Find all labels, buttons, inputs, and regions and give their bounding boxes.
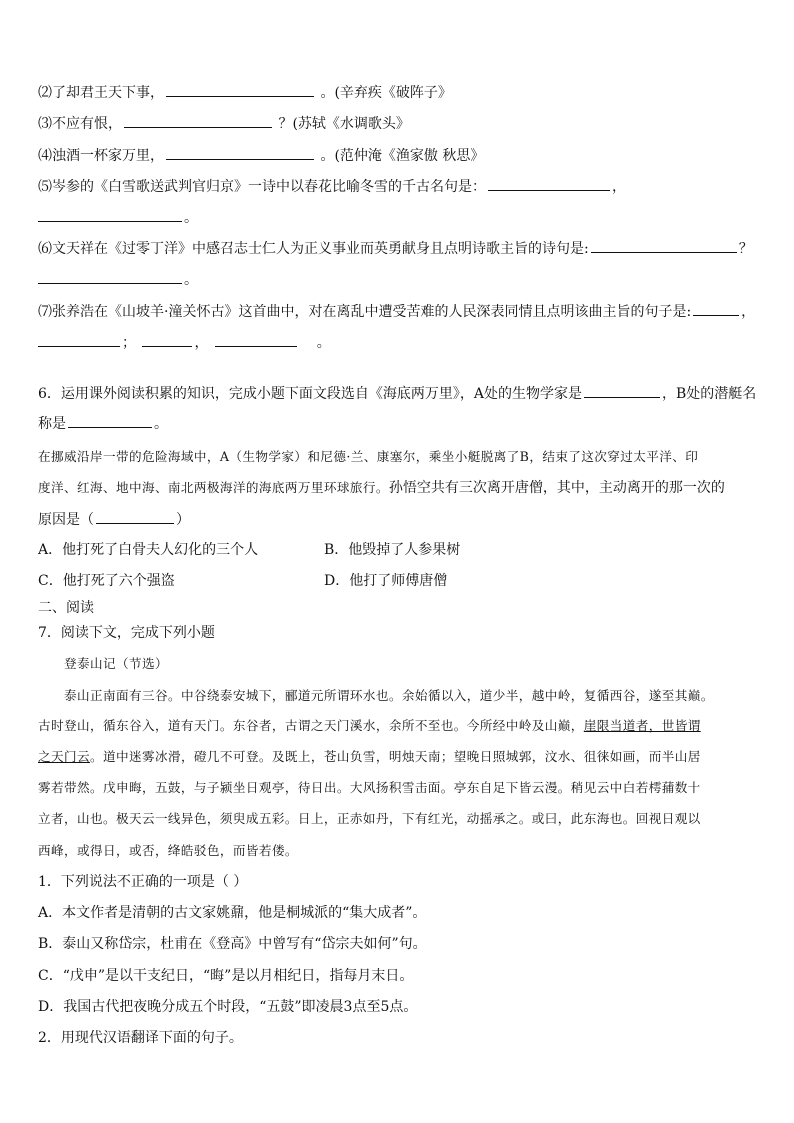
period: 。 (154, 416, 168, 432)
passage-line: 西峰，或得日，或否，绛皓驳色，而皆若偻。 (38, 843, 298, 858)
answer-blank[interactable] (38, 269, 182, 284)
fill-item-2-source: 。(辛弃疾《破阵子》 (320, 85, 452, 101)
question-line (38, 509, 190, 530)
mcq-1-option-c[interactable]: C．“戊申”是以干支纪日，“晦”是以月相纪日，指每月末日。 (38, 968, 414, 984)
question-text: ） (176, 512, 190, 528)
answer-blank[interactable] (142, 332, 192, 347)
passage-title: 登泰山记（节选） (64, 656, 168, 671)
passage-line (38, 478, 725, 498)
question-6-stem-end: 称是 (38, 416, 66, 432)
question-6-stem-cont: ，B处的潜艇名 (662, 386, 757, 402)
fill-item-4-text: ⑷浊酒一杯家万里， (38, 148, 164, 164)
passage-line: 立者，山也。极天云一线异色，须臾成五彩。日上，正赤如丹，下有红光，动摇承之。或曰，此东海也。回视日观以 (38, 811, 701, 826)
answer-blank[interactable] (166, 82, 314, 97)
fill-item-2 (38, 82, 452, 103)
answer-blank[interactable] (124, 113, 272, 128)
mcq-1-option-d[interactable]: D．我国古代把夜晚分成五个时段，“五鼓”即凌晨3点至5点。 (38, 999, 418, 1015)
option-c[interactable]: C．他打死了六个强盗 (38, 573, 175, 589)
option-d[interactable]: D．他打了师傅唐僧 (324, 573, 448, 589)
fill-item-5-end: 。 (184, 210, 198, 226)
question-text: 原因是（ (38, 512, 94, 528)
question-2-stem: 2．用现代汉语翻译下面的句子。 (38, 1030, 243, 1046)
option-a[interactable]: A．他打死了白骨夫人幻化的三个人 (38, 542, 259, 558)
answer-blank-biologist[interactable] (584, 383, 660, 398)
fill-item-5-cont (38, 207, 198, 228)
question-6-stem: 6．运用课外阅读积累的知识，完成小题下面文段选自《海底两万里》，A处的生物学家是 (38, 386, 583, 402)
fill-item-6-end: 。 (184, 272, 198, 288)
passage-line (38, 716, 701, 736)
answer-blank[interactable] (166, 145, 314, 160)
passage-line: 泰山正南面有三谷。中谷绕泰安城下，郦道元所谓环水也。余始循以入，道少半，越中岭，复循西谷，遂至其巅。 (64, 688, 714, 703)
fill-item-2-text: ⑵了却君王天下事， (38, 85, 164, 101)
fill-item-3-text: ⑶不应有恨， (38, 116, 122, 132)
fill-item-7 (38, 301, 755, 322)
question-7-heading: 7．阅读下文，完成下列小题 (38, 625, 215, 641)
fill-item-7-comma: ， (741, 304, 756, 320)
answer-blank[interactable] (591, 238, 737, 253)
fill-item-4 (38, 145, 484, 166)
answer-blank-submarine[interactable] (68, 413, 152, 428)
answer-blank[interactable] (38, 332, 120, 347)
answer-blank[interactable] (693, 301, 739, 316)
question-6-line2 (38, 413, 168, 434)
mcq-1-option-b[interactable]: B．泰山又称岱宗，杜甫在《登高》中曾写有“岱宗夫如何”句。 (38, 936, 427, 952)
fill-item-7-cont (38, 332, 331, 353)
fill-item-3 (38, 113, 410, 134)
option-b[interactable]: B．他毁掉了人参果树 (324, 542, 461, 558)
mcq-1-option-a[interactable]: A．本文作者是清朝的古文家姚鼐，他是桐城派的“集大成者”。 (38, 905, 427, 921)
underlined-sentence: 崖限当道者，世皆谓 (583, 718, 701, 733)
passage-text: 度洋、红海、地中海、南北两极海洋的海底两万里环球旅行。 (38, 480, 389, 495)
fill-item-6-cont (38, 269, 198, 290)
answer-blank[interactable] (96, 509, 174, 524)
section-heading: 二、阅读 (38, 600, 94, 616)
fill-item-4-source: 。(范仲淹《渔家傲 秋思》 (320, 148, 485, 164)
passage-text: 在挪威沿岸一带的危险海域中，A（生物学家）和尼德·兰、康塞尔，乘坐小艇脱离了B，结束了这次穿过太平洋、印 (38, 449, 699, 464)
answer-blank[interactable] (215, 332, 297, 347)
fill-item-6-text: ⑹文天祥在《过零丁洋》中感召志士仁人为正义事业而英勇献身且点明诗歌主旨的诗句是: (38, 241, 589, 257)
mcq-1-stem: 1．下列说法不正确的一项是（ ） (38, 874, 248, 890)
separator: ， (194, 335, 209, 351)
passage-text: 古时登山，循东谷入，道有天门。东谷者，古谓之天门溪水，余所不至也。今所经中岭及山巅， (38, 718, 584, 733)
fill-item-5 (38, 176, 626, 197)
separator: ； (122, 335, 136, 351)
question-6-line1 (38, 383, 756, 404)
fill-item-6 (38, 238, 753, 259)
answer-blank[interactable] (38, 207, 182, 222)
answer-blank[interactable] (488, 176, 610, 191)
fill-item-7-end: 。 (316, 335, 331, 351)
passage-line (38, 447, 698, 467)
fill-item-5-comma: ， (612, 179, 626, 195)
passage-line: 雾若带然。戊申晦，五鼓，与子颍坐日观亭，待日出。大风扬积雪击面。亭东自足下皆云漫。稍见云中白若樗蒱数十 (38, 780, 701, 795)
fill-item-3-source: ？(苏轼《水调歌头》 (278, 116, 410, 132)
fill-item-5-text: ⑸岑参的《白雪歌送武判官归京》一诗中以春花比喻冬雪的千古名句是： (38, 179, 486, 195)
passage-text: 。道中迷雾冰滑，磴几不可登。及既上，苍山负雪，明烛天南；望晚日照城郭，汶水、徂徕如画，而半山居 (89, 749, 701, 764)
fill-item-7-text: ⑺张养浩在《山坡羊·潼关怀古》这首曲中，对在离乱中遭受苦难的人民深表同情且点明该曲主旨的句子是: (38, 304, 692, 320)
question-text: 孙悟空共有三次离开唐僧，其中，主动离开的那一次的 (388, 480, 725, 496)
fill-item-6-question: ？ (738, 241, 753, 257)
passage-line (38, 747, 701, 767)
underlined-sentence: 之天门云 (38, 749, 90, 764)
